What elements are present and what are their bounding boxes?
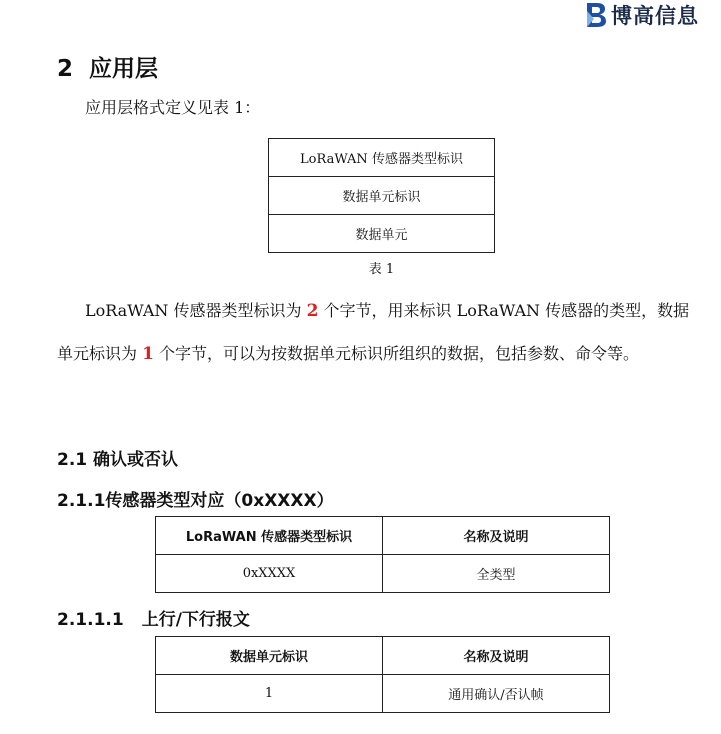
table-cell: LoRaWAN 传感器类型标识 <box>269 139 495 177</box>
section-heading <box>57 50 158 83</box>
paragraph-line-1 <box>57 298 721 321</box>
table-caption: 表 1 <box>368 262 395 277</box>
table-header-cell: 名称及说明 <box>383 637 610 675</box>
table-cell: 数据单元 <box>269 215 495 253</box>
table-row <box>269 177 495 215</box>
table-header-cell: 名称及说明 <box>383 517 610 555</box>
highlight-number: 1 <box>142 344 154 364</box>
intro-text: 应用层格式定义见表 1： <box>85 98 261 117</box>
subsection-number: 2.1.1.1 <box>57 610 124 630</box>
text-span: 单元标识为 <box>57 344 143 363</box>
table-header-cell: LoRaWAN 传感器类型标识 <box>156 517 383 555</box>
brand-name: 博高信息 <box>611 4 699 28</box>
brand-mark-icon <box>585 1 607 29</box>
subsection-title: 上行/下行报文 <box>141 610 250 630</box>
table-header-row <box>156 637 610 675</box>
section-number: 2 <box>57 56 74 82</box>
text-span: 个字节，用来标识 LoRaWAN 传感器的类型，数据 <box>318 301 690 320</box>
table-header-cell: 数据单元标识 <box>156 637 383 675</box>
message-table <box>155 636 610 713</box>
highlight-number: 2 <box>306 301 319 321</box>
table-cell: 0xXXXX <box>156 555 383 593</box>
subsection-heading: 2.1.1传感器类型对应（0xXXXX） <box>57 491 334 511</box>
sensor-type-table <box>155 516 610 593</box>
text-span: 个字节，可以为按数据单元标识所组织的数据，包括参数、命令等。 <box>153 344 640 363</box>
section-title: 应用层 <box>89 56 159 82</box>
paragraph-line-2 <box>57 341 721 364</box>
subsection-heading: 2.1 确认或否认 <box>57 450 179 470</box>
table-row <box>269 139 495 177</box>
text-span: LoRaWAN 传感器类型标识为 <box>85 301 307 320</box>
table-row <box>156 555 610 593</box>
table-cell: 数据单元标识 <box>269 177 495 215</box>
structure-table <box>268 138 495 253</box>
table-cell: 通用确认/否认帧 <box>383 675 610 713</box>
table-cell: 全类型 <box>383 555 610 593</box>
subsection-heading <box>57 605 250 630</box>
table-header-row <box>156 517 610 555</box>
brand-logo <box>585 0 715 30</box>
table-cell: 1 <box>156 675 383 713</box>
table-row <box>269 215 495 253</box>
table-row <box>156 675 610 713</box>
